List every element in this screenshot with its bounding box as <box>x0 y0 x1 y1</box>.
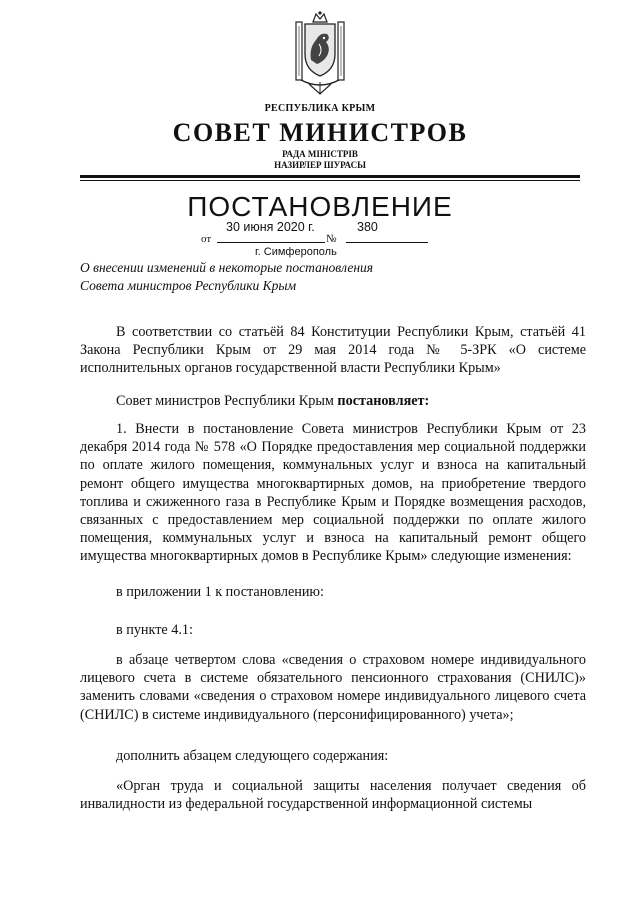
body-paragraph-supplement: дополнить абзацем следующего содержания: <box>116 748 389 764</box>
council-name: СОВЕТ МИНИСТРОВ <box>172 118 468 147</box>
number-underline <box>346 242 428 243</box>
body-paragraph-appendix: в приложении 1 к постановлению: <box>116 584 324 600</box>
republic-label: РЕСПУБЛИКА КРЫМ <box>264 103 376 114</box>
council-name-ukrainian: РАДА МІНІСТРІВ <box>282 149 358 159</box>
body-paragraph-quote: «Орган труда и социальной защиты населения получает сведения об инвалидности из федеральной государственной информационной системы <box>80 778 586 813</box>
document-number-value: 380 <box>357 220 378 234</box>
date-underline <box>217 242 325 243</box>
body-paragraph-resolves <box>80 392 586 410</box>
date-prefix-label: от <box>201 233 212 245</box>
coat-of-arms-emblem <box>289 10 351 96</box>
body-paragraph-replace: в абзаце четвертом слова «сведения о страховом номере индивидуального лицевого счета в системе обязательного пенсионного страхования (СНИЛС)» заменить словами «сведения о страховом номере индивидуального лицевого счета (СНИЛС) в системе индивидуального (персонифицированного) учета»; <box>80 652 586 723</box>
document-date-value: 30 июня 2020 г. <box>226 220 315 234</box>
header-divider-thin <box>80 180 580 181</box>
resolves-keyword: постановляет: <box>337 393 430 409</box>
body-paragraph-clause: в пункте 4.1: <box>116 622 193 638</box>
resolves-text: Совет министров Республики Крым <box>116 393 338 409</box>
council-name-crimean-tatar: НАЗИРЛЕР ШУРАСЫ <box>274 160 366 170</box>
number-sign-label: № <box>326 233 337 245</box>
city-label: г. Симферополь <box>255 246 337 258</box>
body-paragraph-item-1: 1. Внести в постановление Совета министров Республики Крым от 23 декабря 2014 года № 578 «О Порядке предоставления мер социальной поддержки по оплате жилого помещения, коммунальных услуг и взноса на капитальный ремонт общего имущества многоквартирных домов, на приобретение твердого топлива и сжиженного газа в Республике Крым и Порядке возмещения расходов, связанных с предоставлением мер социальной поддержки по оплате жилого помещения, коммунальных услуг и взноса на капитальный ремонт общего имущества многоквартирных домов в Республике Крым» следующие изменения: <box>80 421 586 565</box>
document-title: ПОСТАНОВЛЕНИЕ <box>187 191 453 222</box>
document-subject: О внесении изменений в некоторые постановления Совета министров Республики Крым <box>80 260 374 293</box>
header-divider-thick <box>80 175 580 178</box>
body-paragraph-basis: В соответствии со статьёй 84 Конституции Республики Крым, статьёй 41 Закона Республики Крым от 29 мая 2014 года № 5-ЗРК «О системе исполнительных органов государственной власти Республики Крым» <box>80 324 586 377</box>
